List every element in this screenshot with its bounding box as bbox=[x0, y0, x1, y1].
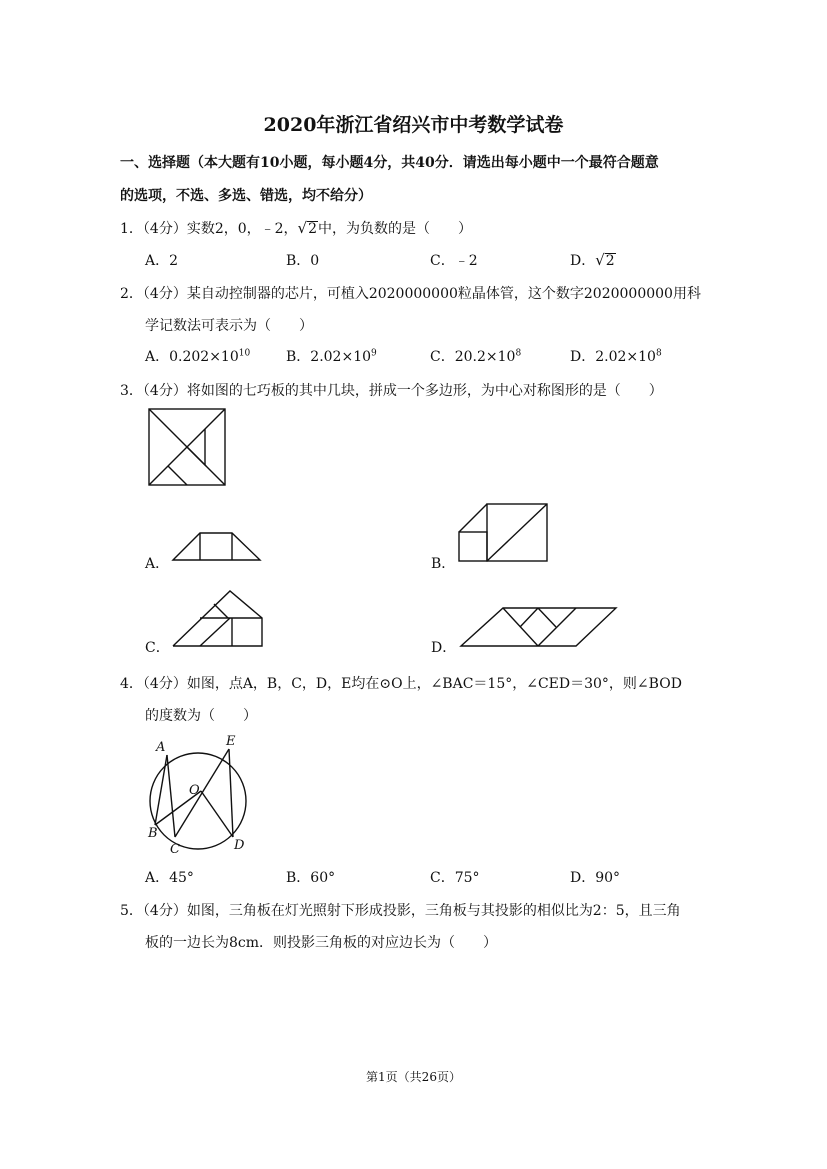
question-3: 3．（4分）将如图的七巧板的其中几块，拼成一个多边形，为中心对称图形的是（ ） bbox=[120, 383, 663, 399]
q3-option-a-figure bbox=[170, 530, 265, 565]
d-line-4 bbox=[538, 608, 556, 627]
q2-option-b-base: B．2.02×10 bbox=[286, 349, 372, 365]
q3-option-d[interactable]: D． bbox=[431, 640, 457, 656]
q4-option-d[interactable]: D．90° bbox=[570, 870, 621, 886]
question-1: 1．（4分）实数2，0，﹣2，√2中，为负数的是（ ） bbox=[120, 219, 473, 237]
page-footer: 第1页（共26页） bbox=[366, 1070, 461, 1084]
q1-option-b[interactable]: B．0 bbox=[286, 253, 320, 269]
q2-option-c-base: C．20.2×10 bbox=[430, 349, 516, 365]
label-e: E bbox=[226, 734, 236, 749]
q1-prefix: 1．（4分）实数2，0，﹣2， bbox=[120, 221, 298, 237]
q1-option-d-sqrt-arg: 2 bbox=[605, 253, 615, 269]
tangram-figure bbox=[148, 408, 228, 488]
q2-option-c[interactable] bbox=[430, 346, 521, 366]
q2-option-b[interactable] bbox=[286, 346, 377, 366]
q1-sqrt-arg: 2 bbox=[308, 221, 318, 237]
section-heading-line2: 的选项，不选、多选、错选，均不给分） bbox=[120, 188, 372, 204]
tangram-square-edge-2 bbox=[187, 447, 206, 466]
q3-option-a[interactable]: A． bbox=[145, 556, 170, 572]
question-2-line1: 2．（4分）某自动控制器的芯片，可植入2020000000粒晶体管，这个数字2020000000用科 bbox=[120, 286, 701, 302]
section-heading-line1: 一、选择题（本大题有10小题，每小题4分，共40分．请选出每小题中一个最符合题意 bbox=[120, 155, 659, 171]
question-4-line1: 4．（4分）如图，点A，B，C，D，E均在⊙O上，∠BAC＝15°，∠CED＝30°，则∠BOD bbox=[120, 676, 682, 692]
long-parallelogram bbox=[461, 608, 616, 646]
q4-option-a[interactable]: A．45° bbox=[145, 870, 194, 886]
segment-od bbox=[201, 791, 233, 837]
question-5-line1: 5．（4分）如图，三角板在灯光照射下形成投影，三角板与其投影的相似比为2：5，且三角 bbox=[120, 903, 681, 919]
q4-option-c[interactable]: C．75° bbox=[430, 870, 480, 886]
d-line-3 bbox=[520, 608, 538, 627]
q3-option-c[interactable]: C． bbox=[145, 640, 170, 656]
tangram-corner-line bbox=[205, 465, 225, 485]
q2-option-a[interactable] bbox=[145, 346, 250, 366]
tangram-square-edge bbox=[168, 466, 187, 485]
chord-ed bbox=[229, 749, 233, 837]
label-o: O bbox=[189, 783, 200, 798]
q3-option-d-figure bbox=[458, 605, 620, 649]
question-5-line2: 板的一边长为8cm．则投影三角板的对应边长为（ ） bbox=[145, 935, 498, 951]
q2-option-d-base: D．2.02×10 bbox=[570, 349, 656, 365]
chord-ec bbox=[175, 749, 229, 837]
small-square bbox=[459, 532, 487, 561]
chord-ab bbox=[155, 755, 167, 825]
q2-option-a-base: A．0.202×10 bbox=[145, 349, 239, 365]
q3-option-b-figure bbox=[457, 502, 552, 564]
q1-option-d[interactable]: D．√2 bbox=[570, 251, 615, 269]
circle-figure bbox=[145, 733, 260, 858]
c-small-line bbox=[214, 604, 228, 618]
q2-option-a-exp: 10 bbox=[238, 348, 251, 359]
label-c: C bbox=[170, 842, 180, 857]
q4-option-b[interactable]: B．60° bbox=[286, 870, 336, 886]
label-d: D bbox=[234, 838, 245, 853]
q1-option-d-prefix: D． bbox=[570, 253, 596, 269]
b-diagonal-1 bbox=[459, 504, 487, 532]
q2-option-b-exp: 9 bbox=[371, 348, 377, 359]
label-a: A bbox=[156, 740, 166, 755]
q2-option-c-exp: 8 bbox=[515, 348, 522, 359]
question-2-line2: 学记数法可表示为（ ） bbox=[145, 318, 313, 334]
c-diagonal bbox=[200, 618, 230, 646]
q3-option-c-figure bbox=[170, 588, 270, 650]
q1-option-a[interactable]: A．2 bbox=[145, 253, 179, 269]
trapezoid bbox=[173, 533, 260, 560]
paper-title: 2020年浙江省绍兴市中考数学试卷 bbox=[263, 114, 564, 136]
q3-option-b[interactable]: B． bbox=[431, 556, 456, 572]
b-diagonal-2 bbox=[487, 504, 547, 561]
label-b: B bbox=[148, 826, 158, 841]
chord-ac bbox=[167, 755, 175, 837]
q1-suffix: 中，为负数的是（ ） bbox=[318, 221, 473, 237]
question-4-line2: 的度数为（ ） bbox=[145, 708, 257, 724]
q1-option-c[interactable]: C．﹣2 bbox=[430, 253, 478, 269]
q2-option-d-exp: 8 bbox=[655, 348, 662, 359]
q2-option-d[interactable] bbox=[570, 346, 662, 366]
